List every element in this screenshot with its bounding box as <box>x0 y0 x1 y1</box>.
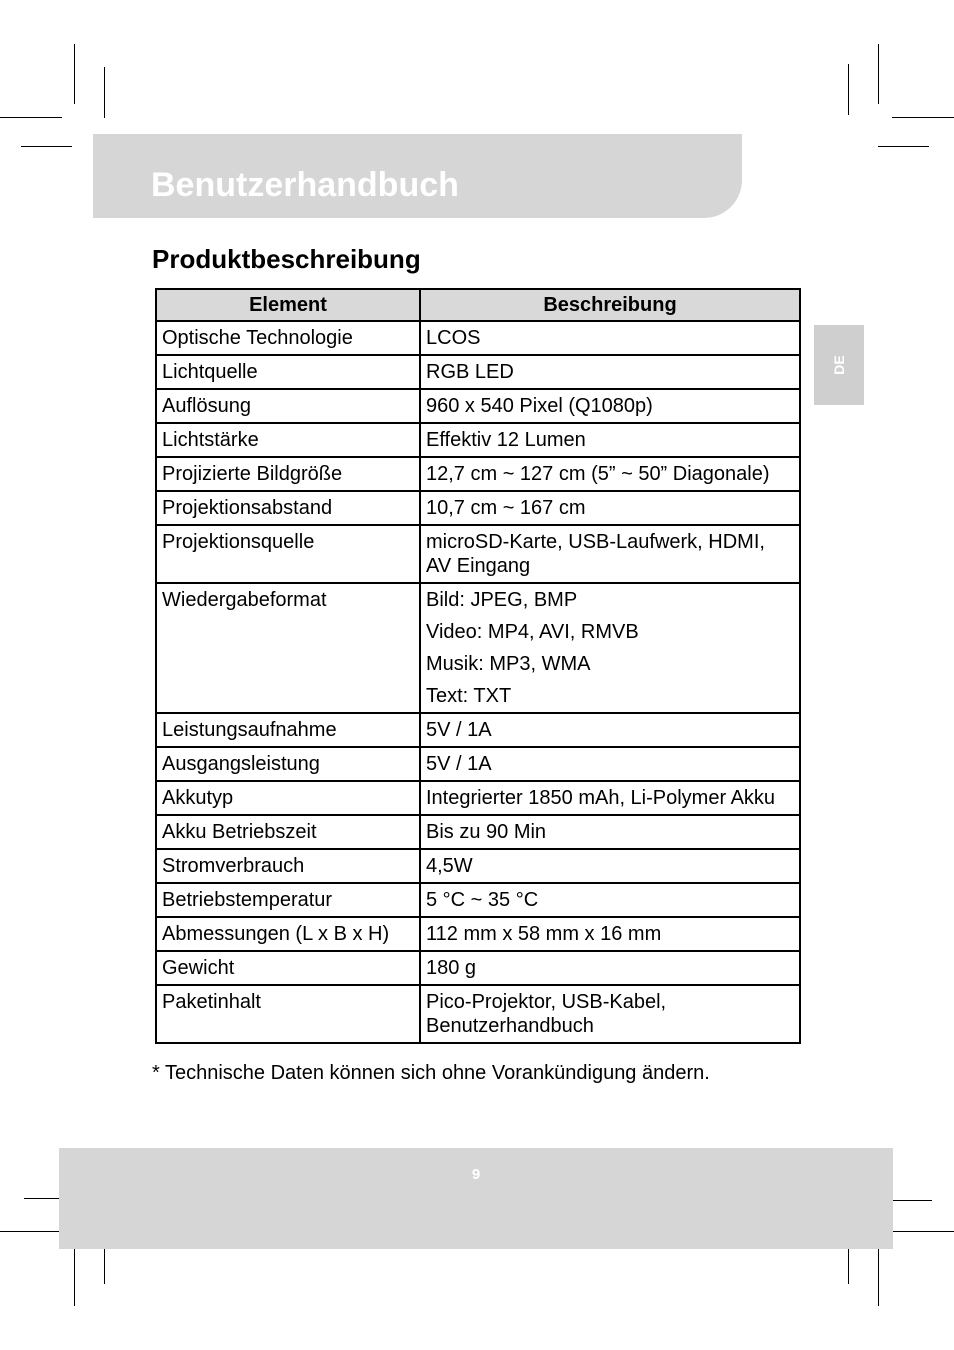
spec-description-line: 5 °C ~ 35 °C <box>426 889 539 911</box>
spec-element-cell: Ausgangsleistung <box>156 747 420 781</box>
crop-mark <box>878 146 929 147</box>
table-row <box>156 951 800 985</box>
table-row <box>156 849 800 883</box>
spec-element-cell: Paketinhalt <box>156 985 420 1043</box>
footer-band <box>59 1148 893 1249</box>
table-row <box>156 883 800 917</box>
spec-description-cell <box>420 917 800 951</box>
spec-description-cell <box>420 883 800 917</box>
spec-description-cell <box>420 321 800 355</box>
table-row <box>156 457 800 491</box>
crop-mark <box>74 1246 75 1306</box>
crop-mark <box>104 67 105 118</box>
spec-element-cell: Leistungsaufnahme <box>156 713 420 747</box>
crop-mark <box>21 146 72 147</box>
language-tab-label: DE <box>831 355 847 375</box>
crop-mark <box>74 44 75 104</box>
table-row <box>156 389 800 423</box>
spec-element-cell: Akku Betriebszeit <box>156 815 420 849</box>
spec-description-cell <box>420 583 800 713</box>
spec-table-body <box>156 321 800 1043</box>
spec-table <box>155 288 801 1044</box>
table-header-row <box>156 289 800 321</box>
spec-element-cell: Akkutyp <box>156 781 420 815</box>
spec-description-cell <box>420 423 800 457</box>
page-number: 9 <box>471 1166 481 1183</box>
crop-mark <box>0 117 62 118</box>
spec-description-line: 10,7 cm ~ 167 cm <box>426 497 586 519</box>
crop-mark <box>0 1231 62 1232</box>
spec-description-line: Bis zu 90 Min <box>426 821 547 843</box>
section-title: Produktbeschreibung <box>152 244 421 274</box>
spec-description-cell <box>420 849 800 883</box>
spec-description-line: Text: TXT <box>426 685 512 707</box>
column-header-description: Beschreibung <box>420 289 800 321</box>
spec-element-cell: Auflösung <box>156 389 420 423</box>
table-row <box>156 321 800 355</box>
table-row <box>156 423 800 457</box>
spec-description-line: 4,5W <box>426 855 473 877</box>
table-row <box>156 985 800 1043</box>
table-row <box>156 917 800 951</box>
spec-description-cell <box>420 457 800 491</box>
table-row <box>156 781 800 815</box>
crop-mark <box>892 1231 954 1232</box>
spec-element-cell: Gewicht <box>156 951 420 985</box>
spec-description-line: 180 g <box>426 957 477 979</box>
language-tab <box>814 325 864 405</box>
spec-description-line: RGB LED <box>426 361 514 383</box>
table-row <box>156 583 800 713</box>
spec-element-cell: Stromverbrauch <box>156 849 420 883</box>
spec-description-cell <box>420 747 800 781</box>
spec-description-line: 5V / 1A <box>426 753 492 775</box>
header-band <box>93 134 742 218</box>
spec-description-cell <box>420 713 800 747</box>
spec-description-cell <box>420 951 800 985</box>
crop-mark <box>878 44 879 104</box>
crop-mark <box>892 117 954 118</box>
spec-description-line: Integrierter 1850 mAh, Li-Polymer Akku <box>426 787 776 809</box>
spec-description-cell <box>420 985 800 1043</box>
spec-description-line: Video: MP4, AVI, RMVB <box>426 621 639 643</box>
spec-description-cell <box>420 815 800 849</box>
spec-description-cell <box>420 525 800 583</box>
spec-element-cell: Lichtstärke <box>156 423 420 457</box>
spec-description-cell <box>420 781 800 815</box>
spec-description-line: Effektiv 12 Lumen <box>426 429 586 451</box>
table-row <box>156 713 800 747</box>
spec-element-cell: Abmessungen (L x B x H) <box>156 917 420 951</box>
page-title: Benutzerhandbuch <box>151 166 459 204</box>
table-row <box>156 525 800 583</box>
spec-description-line: 5V / 1A <box>426 719 492 741</box>
crop-mark <box>878 1246 879 1306</box>
spec-description-line: LCOS <box>426 327 481 349</box>
spec-element-cell: Betriebstemperatur <box>156 883 420 917</box>
spec-description-cell <box>420 491 800 525</box>
spec-description-line: microSD-Karte, USB-Laufwerk, HDMI, AV Eingang <box>426 531 765 577</box>
table-row <box>156 491 800 525</box>
spec-description-cell <box>420 389 800 423</box>
spec-description-cell <box>420 355 800 389</box>
footnote: * Technische Daten können sich ohne Vorankündigung ändern. <box>152 1062 710 1084</box>
spec-element-cell: Projektionsabstand <box>156 491 420 525</box>
spec-description-line: 112 mm x 58 mm x 16 mm <box>426 923 662 945</box>
table-row <box>156 747 800 781</box>
spec-element-cell: Wiedergabeformat <box>156 583 420 713</box>
spec-element-cell: Projektionsquelle <box>156 525 420 583</box>
spec-description-line: Musik: MP3, WMA <box>426 653 591 675</box>
table-row <box>156 355 800 389</box>
crop-mark <box>848 64 849 115</box>
spec-element-cell: Projizierte Bildgröße <box>156 457 420 491</box>
spec-description-line: 12,7 cm ~ 127 cm (5” ~ 50” Diagonale) <box>426 463 770 485</box>
spec-description-line: Pico-Projektor, USB-Kabel, Benutzerhandbuch <box>426 991 667 1037</box>
column-header-element: Element <box>156 289 420 321</box>
spec-element-cell: Optische Technologie <box>156 321 420 355</box>
spec-element-cell: Lichtquelle <box>156 355 420 389</box>
table-row <box>156 815 800 849</box>
spec-description-line: 960 x 540 Pixel (Q1080p) <box>426 395 653 417</box>
spec-description-line: Bild: JPEG, BMP <box>426 589 578 611</box>
